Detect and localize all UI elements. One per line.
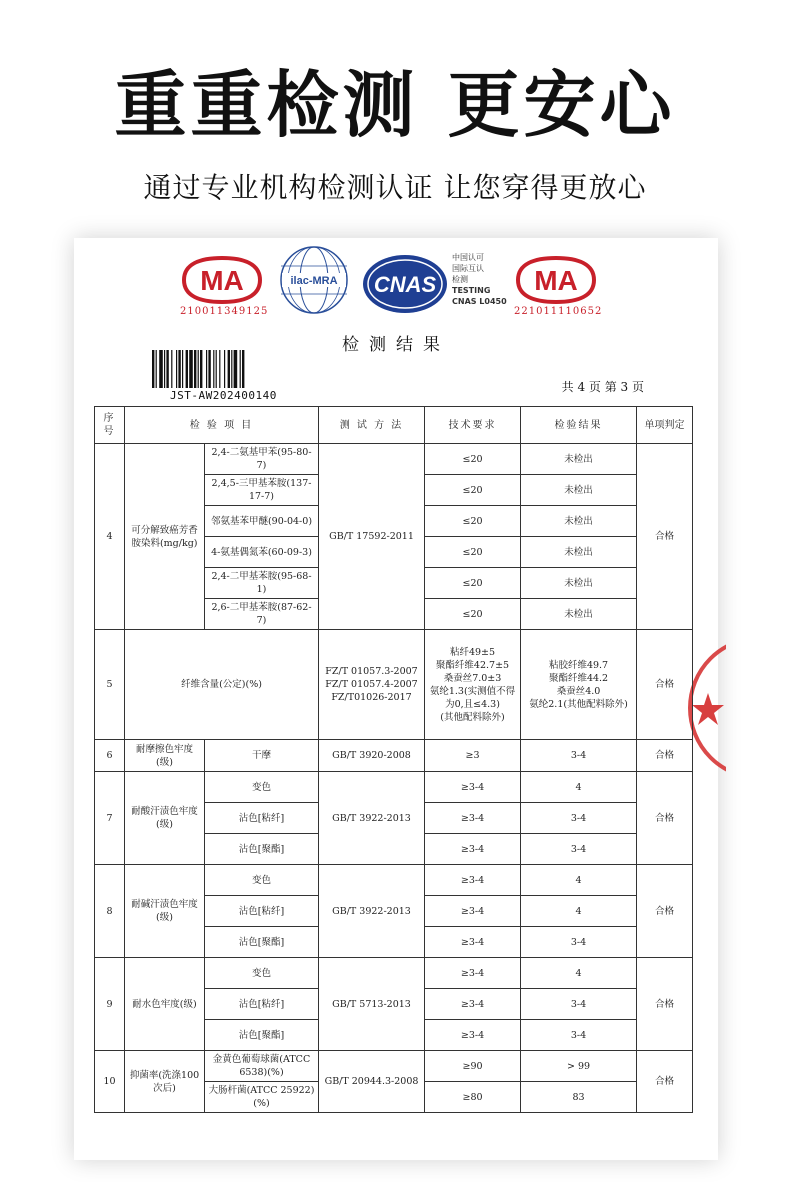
table-row <box>95 958 693 989</box>
result: 4 <box>521 958 637 989</box>
result: 83 <box>521 1082 637 1113</box>
requirement: ≥3-4 <box>425 958 521 989</box>
sub-item: 变色 <box>205 865 319 896</box>
requirement: 粘纤49±5 聚酯纤维42.7±5 桑蚕丝7.0±3 氨纶1.3(实测值不得为0,且≤4.3) (其他配料除外) <box>425 630 521 740</box>
requirement: ≤20 <box>425 475 521 506</box>
verdict: 合格 <box>637 444 693 630</box>
table-row <box>95 1051 693 1082</box>
hero-subtitle: 通过专业机构检测认证 让您穿得更放心 <box>143 171 647 204</box>
sub-item: 2,6-二甲基苯胺(87-62-7) <box>205 599 319 630</box>
cnas-line: TESTING <box>452 286 491 295</box>
barcode-icon <box>150 350 300 390</box>
test-method: GB/T 3920-2008 <box>319 740 425 772</box>
result: 3-4 <box>521 740 637 772</box>
cnas-logo-text: CNAS <box>373 272 437 297</box>
requirement: ≤20 <box>425 444 521 475</box>
header-cell: 技术要求 <box>425 407 521 444</box>
requirement: ≥3-4 <box>425 803 521 834</box>
table-row <box>95 740 693 772</box>
header-cell: 测 试 方 法 <box>319 407 425 444</box>
item-name: 耐碱汗渍色牢度(级) <box>125 865 205 958</box>
ilac-logo-text: ilac-MRA <box>290 275 338 287</box>
item-name: 可分解致癌芳香胺染料(mg/kg) <box>125 444 205 630</box>
hero-banner <box>0 60 790 208</box>
sub-item: 沾色[粘纤] <box>205 896 319 927</box>
result: 粘胶纤维49.7 聚酯纤维44.2 桑蚕丝4.0 氨纶2.1(其他配料除外) <box>521 630 637 740</box>
sub-item: 变色 <box>205 958 319 989</box>
requirement: ≤20 <box>425 506 521 537</box>
ma-logo-text: MA <box>534 265 578 296</box>
row-number: 7 <box>95 772 125 865</box>
ilac-mra-logo <box>278 244 350 316</box>
result: 3-4 <box>521 834 637 865</box>
cnas-line: 检测 <box>452 275 468 284</box>
requirement: ≥3-4 <box>425 834 521 865</box>
sub-item: 2,4,5-三甲基苯胺(137-17-7) <box>205 475 319 506</box>
barcode-label: JST-AW202400140 <box>170 389 277 402</box>
requirement: ≥3-4 <box>425 772 521 803</box>
verdict: 合格 <box>637 1051 693 1113</box>
test-results-table <box>94 406 693 1113</box>
row-number: 10 <box>95 1051 125 1113</box>
cnas-line: 国际互认 <box>452 264 484 273</box>
row-number: 6 <box>95 740 125 772</box>
ma-certification-logo-right <box>514 254 598 306</box>
row-number: 4 <box>95 444 125 630</box>
ma-left-number: 210011349125 <box>180 306 269 317</box>
report-title: 检测结果 <box>342 335 450 355</box>
item-name: 耐酸汗渍色牢度(级) <box>125 772 205 865</box>
sub-item: 沾色[粘纤] <box>205 803 319 834</box>
result: > 99 <box>521 1051 637 1082</box>
requirement: ≥80 <box>425 1082 521 1113</box>
cnas-line: CNAS L0450 <box>452 297 507 306</box>
result: 3-4 <box>521 803 637 834</box>
result: 未检出 <box>521 537 637 568</box>
verdict: 合格 <box>637 630 693 740</box>
requirement: ≥3-4 <box>425 927 521 958</box>
row-number: 5 <box>95 630 125 740</box>
ma-right-number: 221011110652 <box>514 306 603 317</box>
test-method: GB/T 20944.3-2008 <box>319 1051 425 1113</box>
result: 未检出 <box>521 568 637 599</box>
test-method: GB/T 3922-2013 <box>319 772 425 865</box>
sub-item: 2,4-二氨基甲苯(95-80-7) <box>205 444 319 475</box>
cnas-line: 中国认可 <box>452 253 484 262</box>
result: 未检出 <box>521 506 637 537</box>
item-name: 纤维含量(公定)(%) <box>125 630 319 740</box>
item-name: 抑菌率(洗涤100次后) <box>125 1051 205 1113</box>
header-cell: 检 验 项 目 <box>125 407 319 444</box>
requirement: ≥3-4 <box>425 865 521 896</box>
cnas-side-text <box>452 252 507 307</box>
requirement: ≥3 <box>425 740 521 772</box>
verdict: 合格 <box>637 958 693 1051</box>
row-number: 8 <box>95 865 125 958</box>
requirement: ≥3-4 <box>425 1020 521 1051</box>
verdict: 合格 <box>637 740 693 772</box>
result: 未检出 <box>521 599 637 630</box>
result: 4 <box>521 772 637 803</box>
row-number: 9 <box>95 958 125 1051</box>
requirement: ≥3-4 <box>425 989 521 1020</box>
result: 未检出 <box>521 475 637 506</box>
sub-item: 邻氨基苯甲醚(90-04-0) <box>205 506 319 537</box>
test-method: FZ/T 01057.3-2007 FZ/T 01057.4-2007 FZ/T01026-2017 <box>319 630 425 740</box>
test-method: GB/T 17592-2011 <box>319 444 425 630</box>
sub-item: 沾色[粘纤] <box>205 989 319 1020</box>
requirement: ≤20 <box>425 568 521 599</box>
hero-title: 重重检测 更安心 <box>114 63 676 147</box>
sub-item: 2,4-二甲基苯胺(95-68-1) <box>205 568 319 599</box>
item-name: 耐摩擦色牢度(级) <box>125 740 205 772</box>
sub-item: 金黄色葡萄球菌(ATCC 6538)(%) <box>205 1051 319 1082</box>
result: 未检出 <box>521 444 637 475</box>
table-row <box>95 630 693 740</box>
requirement: ≥3-4 <box>425 896 521 927</box>
requirement: ≤20 <box>425 599 521 630</box>
sub-item: 4-氨基偶氮苯(60-09-3) <box>205 537 319 568</box>
table-row <box>95 772 693 803</box>
page-number: 共 4 页 第 3 页 <box>561 380 644 394</box>
header-cell: 检验结果 <box>521 407 637 444</box>
item-name: 耐水色牢度(级) <box>125 958 205 1051</box>
result: 3-4 <box>521 989 637 1020</box>
ma-logo-text: MA <box>200 265 244 296</box>
sub-item: 沾色[聚酯] <box>205 927 319 958</box>
sub-item: 变色 <box>205 772 319 803</box>
table-header-row <box>95 407 693 444</box>
requirement: ≤20 <box>425 537 521 568</box>
test-report-sheet <box>74 238 718 1160</box>
table-row <box>95 444 693 475</box>
sub-item: 沾色[聚酯] <box>205 1020 319 1051</box>
sub-item: 沾色[聚酯] <box>205 834 319 865</box>
verdict: 合格 <box>637 772 693 865</box>
sub-item: 大肠杆菌(ATCC 25922)(%) <box>205 1082 319 1113</box>
requirement: ≥90 <box>425 1051 521 1082</box>
result: 4 <box>521 865 637 896</box>
ma-certification-logo-left <box>180 254 264 306</box>
cnas-logo <box>360 252 450 316</box>
verdict: 合格 <box>637 865 693 958</box>
header-cell: 单项判定 <box>637 407 693 444</box>
result: 3-4 <box>521 1020 637 1051</box>
result: 3-4 <box>521 927 637 958</box>
result: 4 <box>521 896 637 927</box>
test-method: GB/T 3922-2013 <box>319 865 425 958</box>
test-method: GB/T 5713-2013 <box>319 958 425 1051</box>
sub-item: 干摩 <box>205 740 319 772</box>
table-row <box>95 865 693 896</box>
header-cell: 序号 <box>95 407 125 444</box>
